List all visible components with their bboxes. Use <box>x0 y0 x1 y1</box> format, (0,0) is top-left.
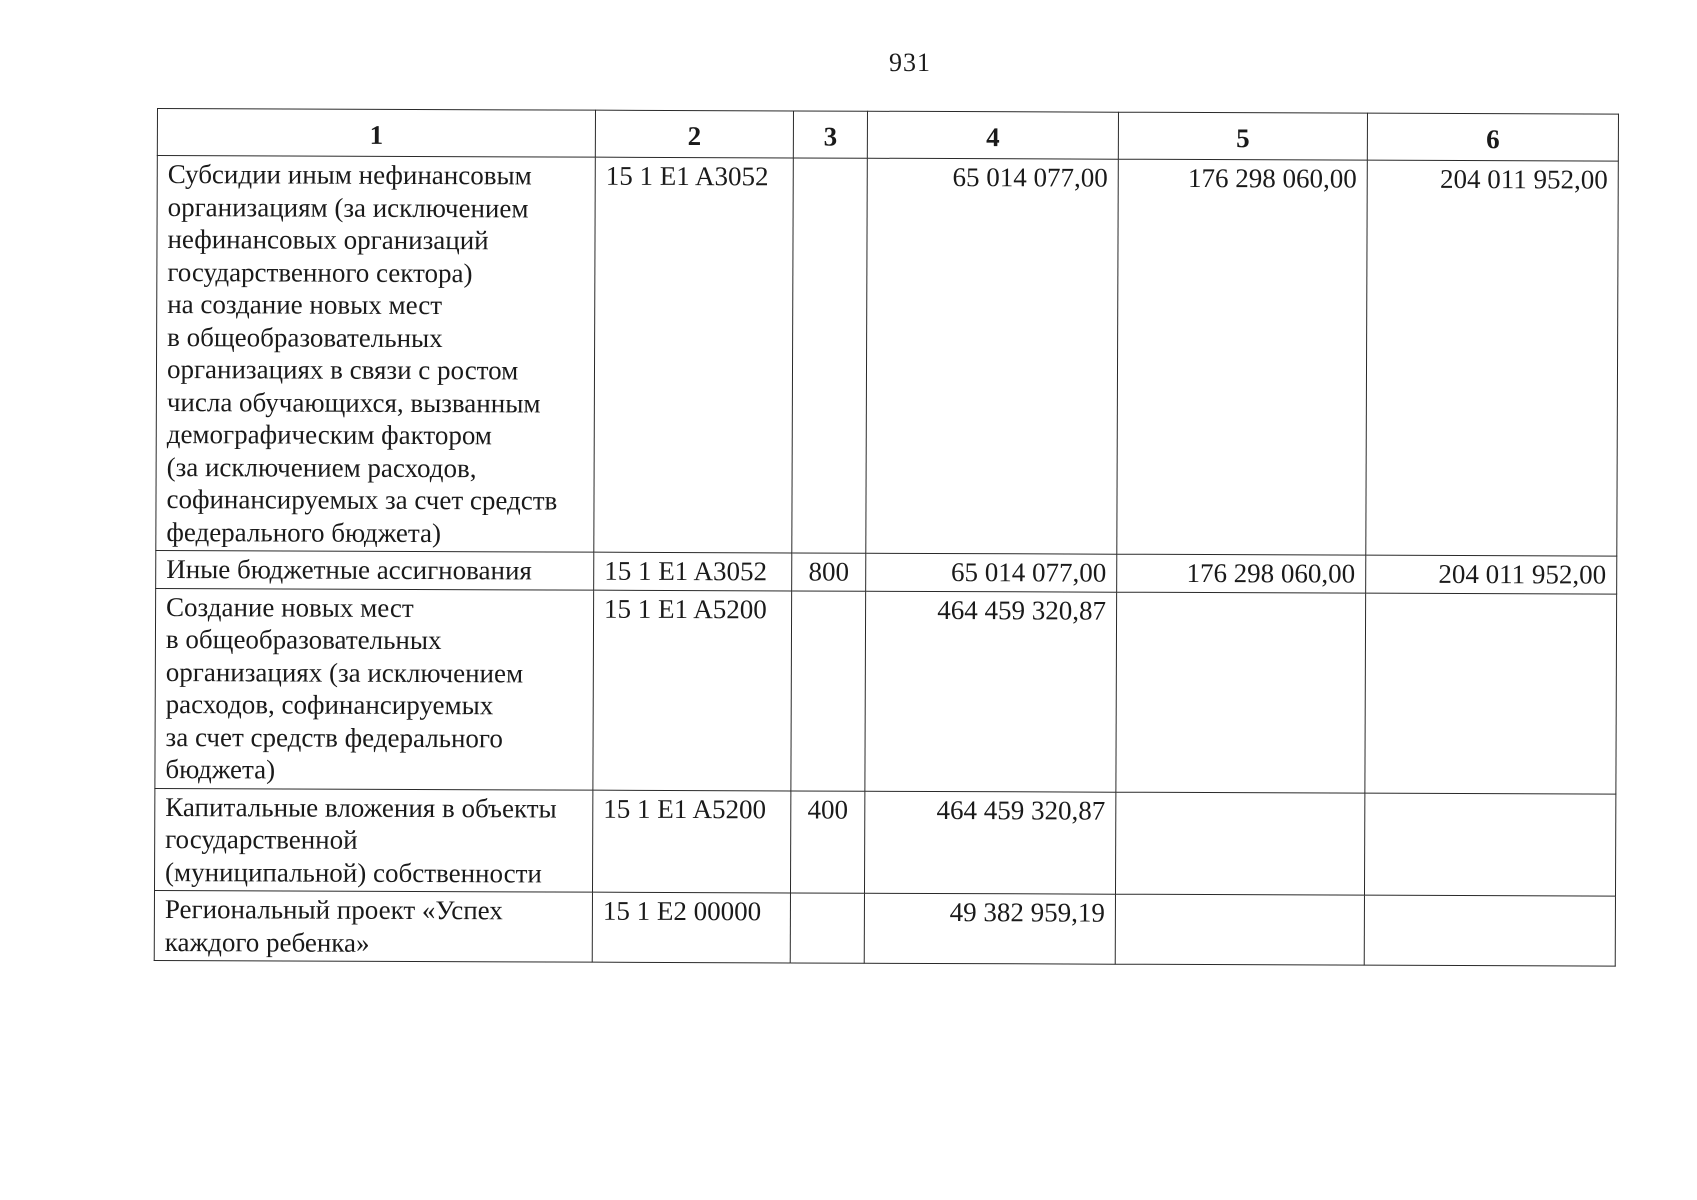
row-code: 15 1 E1 A3052 <box>594 157 794 553</box>
row-code: 15 1 E2 00000 <box>592 892 790 963</box>
row-value-6 <box>1364 793 1615 896</box>
row-name: Капитальные вложения в объекты государственной (муниципальной) собственности <box>154 788 592 892</box>
table-row <box>155 588 1617 794</box>
table-row <box>156 156 1619 557</box>
row-value-6: 204 011 952,00 <box>1366 555 1617 593</box>
row-value-5 <box>1115 792 1364 895</box>
row-name: Субсидии иным нефинансовым организациям (за исключением нефинансовых организаций государственного сектора) на создание новых мест в общеобразовательных организациях в связи с ростом числа обучающихся, вызванным демографическим фактором (за исключением расходов, софинансируемых за счет средств федерального бюджета) <box>156 156 596 553</box>
row-value-5: 176 298 060,00 <box>1117 554 1366 592</box>
table-row <box>154 788 1615 896</box>
row-value-5: 176 298 060,00 <box>1117 159 1368 555</box>
row-value-5 <box>1115 894 1364 965</box>
row-name: Создание новых мест в общеобразовательных организациях (за исключением расходов, софинансируемых за счет средств федерального бюджета) <box>155 588 594 790</box>
row-expense-type <box>790 893 864 963</box>
column-header-5: 5 <box>1118 112 1367 160</box>
row-value-6 <box>1365 593 1617 794</box>
row-code: 15 1 E1 A5200 <box>593 590 792 791</box>
row-expense-type: 800 <box>792 553 866 591</box>
column-header-2: 2 <box>595 110 793 158</box>
column-header-3: 3 <box>793 111 867 158</box>
row-value-5 <box>1116 592 1366 793</box>
row-code: 15 1 E1 A3052 <box>594 552 792 590</box>
column-header-6: 6 <box>1367 113 1618 161</box>
table-row <box>154 890 1615 966</box>
row-value-4: 464 459 320,87 <box>864 791 1115 894</box>
row-name: Региональный проект «Успех каждого ребенка» <box>154 890 592 962</box>
table-header-row <box>157 109 1618 162</box>
row-expense-type <box>791 590 866 790</box>
budget-table <box>154 108 1619 967</box>
column-header-4: 4 <box>867 111 1118 159</box>
row-name: Иные бюджетные ассигнования <box>156 550 594 589</box>
column-header-1: 1 <box>157 109 595 158</box>
row-expense-type: 400 <box>790 790 864 893</box>
row-value-6: 204 011 952,00 <box>1366 160 1619 556</box>
row-value-4: 49 382 959,19 <box>864 893 1115 964</box>
row-value-4: 65 014 077,00 <box>866 158 1119 554</box>
page-number: 931 <box>889 48 931 77</box>
row-value-4: 65 014 077,00 <box>866 553 1117 591</box>
row-code: 15 1 E1 A5200 <box>592 790 790 893</box>
row-value-6 <box>1364 895 1615 966</box>
row-expense-type <box>792 158 868 553</box>
table-row <box>156 550 1617 593</box>
row-value-4: 464 459 320,87 <box>865 591 1117 792</box>
